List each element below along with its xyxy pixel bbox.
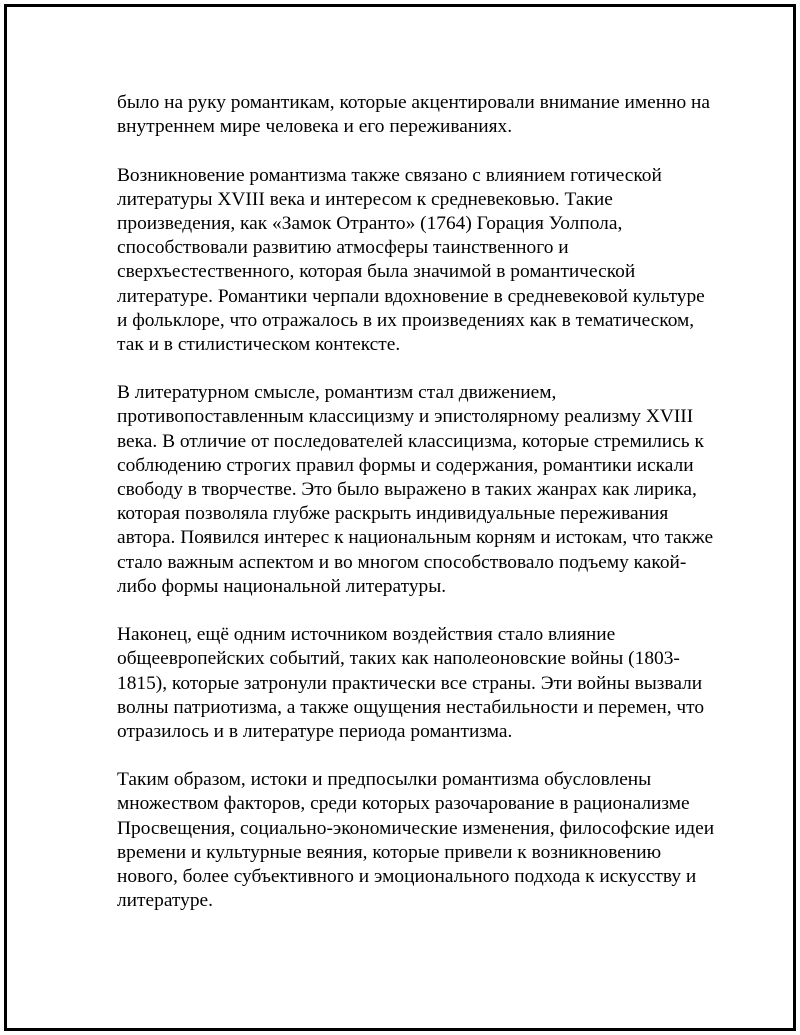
text-line: Возникновение романтизма также связано с влиянием готической xyxy=(117,164,662,186)
text-line: литературе. xyxy=(117,890,213,912)
paragraph-1 xyxy=(117,91,711,139)
document-body xyxy=(117,91,715,938)
text-line: которая позволяла глубже раскрыть индивидуальные переживания xyxy=(117,503,669,525)
text-line: внутреннем мире человека и его переживаниях. xyxy=(117,116,513,138)
paragraph-5 xyxy=(117,768,715,913)
text-line: произведения, как «Замок Отранто» (1764) Горация Уолпола, xyxy=(117,212,623,234)
text-line: способствовали развитию атмосферы таинственного и xyxy=(117,237,569,259)
text-line: 1815), которые затронули практически все страны. Эти войны вызвали xyxy=(117,672,703,694)
text-line: Таким образом, истоки и предпосылки романтизма обусловлены xyxy=(117,769,652,791)
text-line: В литературном смысле, романтизм стал движением, xyxy=(117,382,557,404)
paragraph-4 xyxy=(117,623,705,744)
text-line: противопоставленным классицизму и эпистолярному реализму XVIII xyxy=(117,406,694,428)
text-line: и фольклоре, что отражалось в их произведениях как в тематическом, xyxy=(117,309,695,331)
text-line: так и в стилистическом контексте. xyxy=(117,333,401,355)
text-line: нового, более субъективного и эмоционального подхода к искусству и xyxy=(117,866,697,887)
text-line: литературы XVIII века и интересом к средневековью. Такие xyxy=(117,188,613,210)
text-line: Просвещения, социально-экономические изменения, философские идеи xyxy=(117,817,715,839)
text-line: Наконец, ещё одним источником воздействия стало влияние xyxy=(117,624,616,646)
text-line: волны патриотизма, а также ощущения нестабильности и перемен, что xyxy=(117,696,705,718)
text-line: сверхъестественного, которая была значимой в романтической xyxy=(117,261,636,283)
text-line: века. В отличие от последователей классицизма, которые стремились к xyxy=(117,430,704,452)
text-line: либо формы национальной литературы. xyxy=(117,575,447,597)
text-line: времени и культурные веяния, которые привели к возникновению xyxy=(117,841,662,863)
text-line: было на руку романтикам, которые акцентировали внимание именно на xyxy=(117,92,711,113)
text-line: свободу в творчестве. Это было выражено в таких жанрах как лирика, xyxy=(117,479,697,500)
text-line: общеевропейских событий, таких как наполеоновские войны (1803- xyxy=(117,648,680,670)
paragraph-3 xyxy=(117,381,714,599)
text-line: соблюдению строгих правил формы и содержания, романтики искали xyxy=(117,454,694,476)
text-line: стало важным аспектом и во многом способствовало подъему какой- xyxy=(117,551,687,573)
text-line: множеством факторов, среди которых разочарование в рационализме xyxy=(117,793,690,815)
text-line: автора. Появился интерес к национальным корням и истокам, что также xyxy=(117,527,714,549)
text-line: литературе. Романтики черпали вдохновение в средневековой культуре xyxy=(117,285,705,307)
text-line: отразилось и в литературе периода романтизма. xyxy=(117,720,513,742)
paragraph-2 xyxy=(117,164,705,358)
